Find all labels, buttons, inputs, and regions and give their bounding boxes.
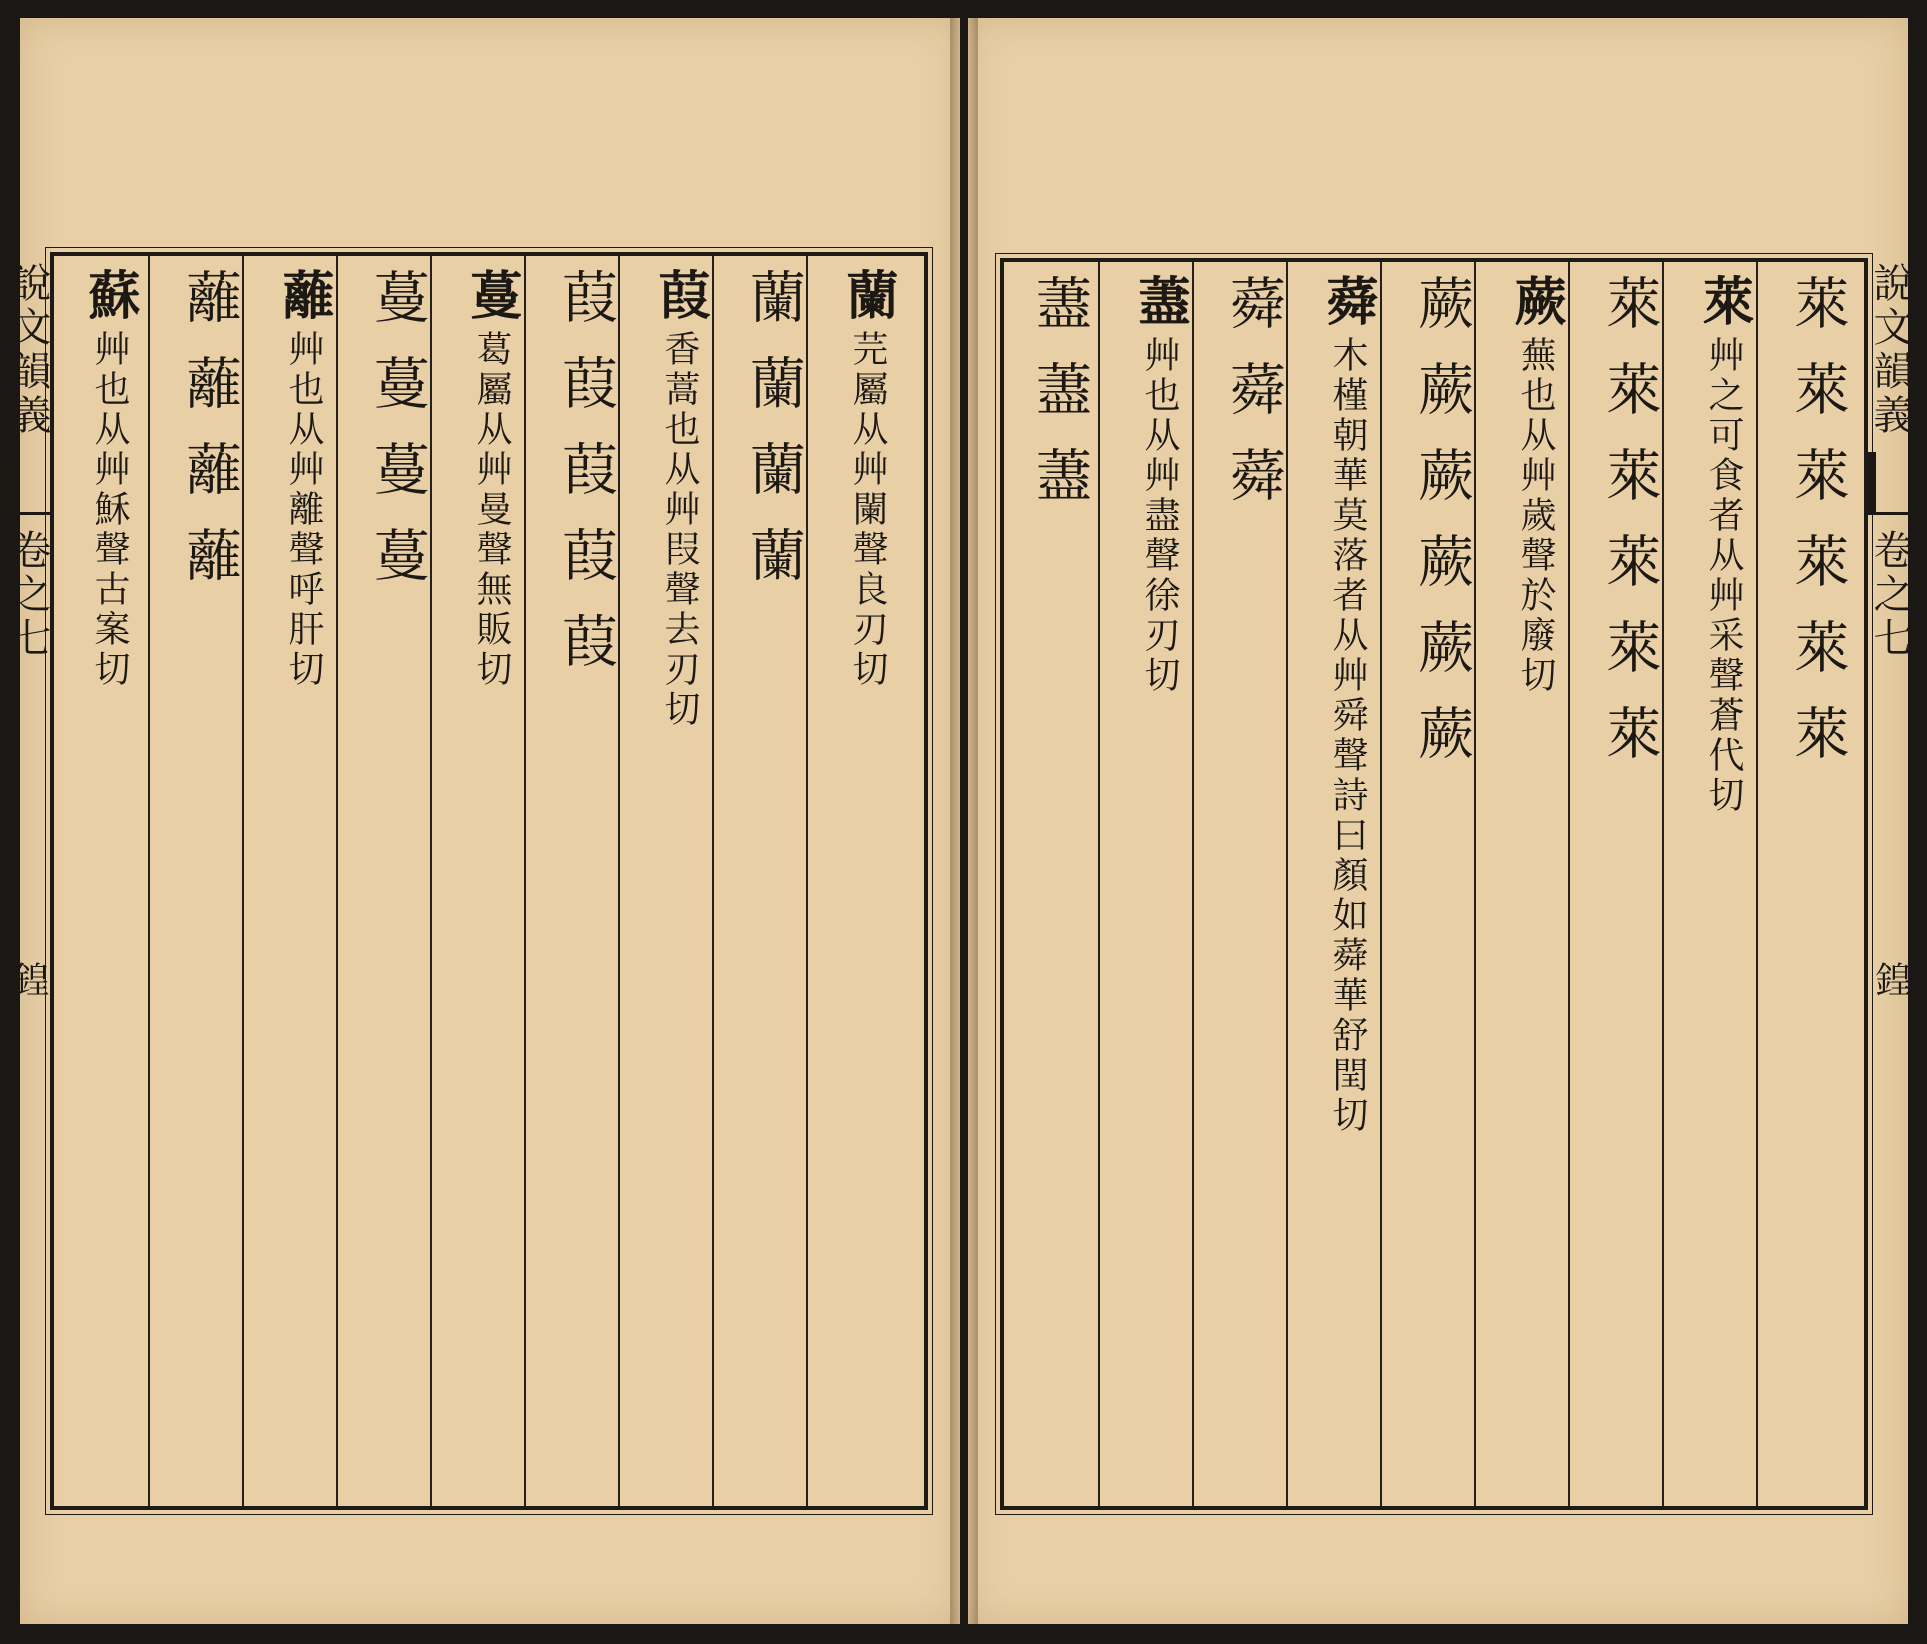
column-rule (1098, 262, 1100, 1506)
seal-variants: 葭葭葭葭葭 (553, 268, 618, 698)
book-title: 說文韻義 (5, 262, 51, 438)
left-page-frame (50, 252, 928, 1510)
entry-note: 芫屬从艸闌聲良刃切 (847, 330, 888, 690)
entry-head: 蘇 (79, 268, 140, 330)
entry-head: 萊 (1693, 274, 1754, 336)
entry-head: 蕨 (1505, 274, 1566, 336)
volume-label: 卷之七 (5, 529, 51, 661)
entry-column (454, 268, 528, 690)
entry-head: 蔓 (461, 268, 522, 330)
entry-note: 木槿朝華莫落者从艸舜聲詩曰顏如蕣華舒閏切 (1327, 336, 1368, 1136)
glyph-column (736, 268, 810, 612)
entry-column (72, 268, 146, 690)
book-title: 說文韻義 (1867, 262, 1913, 438)
fishtail-mark (6, 452, 50, 515)
entry-note: 艸也从艸盡聲徐刃切 (1139, 336, 1180, 696)
seal-variants: 萊萊萊萊萊萊 (1597, 274, 1662, 790)
entry-column (266, 268, 340, 690)
glyph-column (172, 268, 246, 612)
column-rule (148, 256, 150, 1506)
entry-column (1310, 274, 1384, 1136)
entry-head: 藎 (1129, 274, 1190, 336)
entry-column (1686, 274, 1760, 816)
entry-note: 香蒿也从艸叚聲去刃切 (659, 330, 700, 730)
seal-variants: 蘺蘺蘺蘺 (177, 268, 242, 612)
seal-variants: 蕨蕨蕨蕨蕨蕨 (1409, 274, 1474, 790)
entry-head: 蕣 (1317, 274, 1378, 336)
entry-note: 艸也从艸穌聲古案切 (89, 330, 130, 690)
seal-variants: 蕣蕣蕣 (1221, 274, 1286, 532)
entry-column (642, 268, 716, 730)
entry-note: 艸之可食者从艸采聲蒼代切 (1703, 336, 1744, 816)
entry-note: 蕪也从艸歲聲於廢切 (1515, 336, 1556, 696)
entry-head: 蘺 (273, 268, 334, 330)
folio-mark: 鍠 (8, 961, 49, 1001)
right-page-banner (1866, 262, 1914, 1001)
entry-head: 蘭 (837, 268, 898, 330)
left-page-banner (4, 262, 52, 1001)
entry-head: 葭 (649, 268, 710, 330)
entry-note: 艸也从艸離聲呼肝切 (283, 330, 324, 690)
volume-label: 卷之七 (1867, 529, 1913, 661)
entry-column (830, 268, 904, 690)
folio-mark: 鍠 (1870, 961, 1911, 1001)
glyph-column (1592, 274, 1666, 790)
fishtail-mark (1868, 452, 1912, 515)
seal-variants: 萊萊萊萊萊萊 (1785, 274, 1850, 790)
glyph-column (548, 268, 622, 698)
entry-column (1498, 274, 1572, 696)
glyph-column (1404, 274, 1478, 790)
entry-column (1122, 274, 1196, 696)
book-spine (950, 18, 978, 1624)
glyph-column (1022, 274, 1096, 532)
seal-variants: 蘭蘭蘭蘭 (741, 268, 806, 612)
seal-variants: 蔓蔓蔓蔓 (365, 268, 430, 612)
entry-note: 葛屬从艸曼聲無販切 (471, 330, 512, 690)
glyph-column (1780, 274, 1854, 790)
right-page-frame (1000, 258, 1868, 1510)
glyph-column (1216, 274, 1290, 532)
glyph-column (360, 268, 434, 612)
seal-variants: 藎藎藎 (1027, 274, 1092, 532)
